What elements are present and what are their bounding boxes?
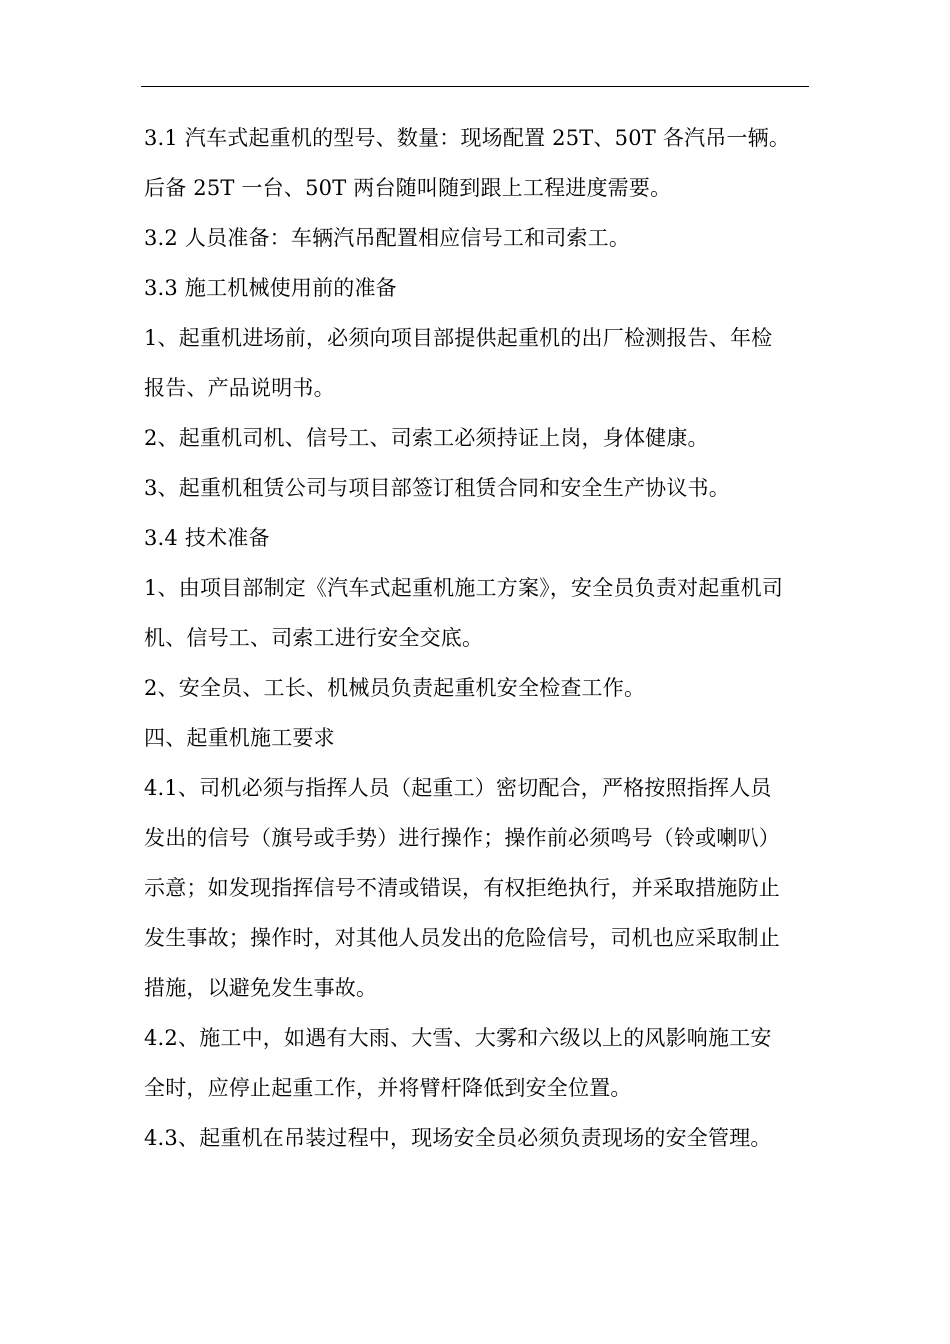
text-line: 3、起重机租赁公司与项目部签订租赁合同和安全生产协议书。 xyxy=(144,476,730,500)
text-line: 4.3、起重机在吊装过程中，现场安全员必须负责现场的安全管理。 xyxy=(144,1126,772,1150)
text-line: 1、由项目部制定《汽车式起重机施工方案》，安全员负责对起重机司 xyxy=(144,576,784,600)
text-line: 发出的信号（旗号或手势）进行操作；操作前必须鸣号（铃或喇叭） xyxy=(144,826,780,850)
section-heading: 3.4 技术准备 xyxy=(144,526,270,550)
header-rule xyxy=(141,86,809,87)
text-line: 后备 25T 一台、50T 两台随叫随到跟上工程进度需要。 xyxy=(144,176,672,200)
text-line: 全时，应停止起重工作，并将臂杆降低到安全位置。 xyxy=(144,1076,632,1100)
text-line: 报告、产品说明书。 xyxy=(144,376,335,400)
text-line: 示意；如发现指挥信号不清或错误，有权拒绝执行，并采取措施防止 xyxy=(144,876,780,900)
document-body xyxy=(144,113,824,1163)
text-line: 2、起重机司机、信号工、司索工必须持证上岗，身体健康。 xyxy=(144,426,709,450)
section-heading: 3.3 施工机械使用前的准备 xyxy=(144,276,397,300)
section-heading: 四、起重机施工要求 xyxy=(144,726,335,750)
text-line: 机、信号工、司索工进行安全交底。 xyxy=(144,626,484,650)
text-line: 3.2 人员准备：车辆汽吊配置相应信号工和司索工。 xyxy=(144,226,631,250)
text-line: 措施，以避免发生事故。 xyxy=(144,976,378,1000)
text-line: 1、起重机进场前，必须向项目部提供起重机的出厂检测报告、年检 xyxy=(144,326,773,350)
text-line: 3.1 汽车式起重机的型号、数量：现场配置 25T、50T 各汽吊一辆。 xyxy=(144,126,791,150)
text-line: 4.2、施工中，如遇有大雨、大雪、大雾和六级以上的风影响施工安 xyxy=(144,1026,772,1050)
text-line: 2、安全员、工长、机械员负责起重机安全检查工作。 xyxy=(144,676,646,700)
text-line: 4.1、司机必须与指挥人员（起重工）密切配合，严格按照指挥人员 xyxy=(144,776,772,800)
text-line: 发生事故；操作时，对其他人员发出的危险信号，司机也应采取制止 xyxy=(144,926,780,950)
